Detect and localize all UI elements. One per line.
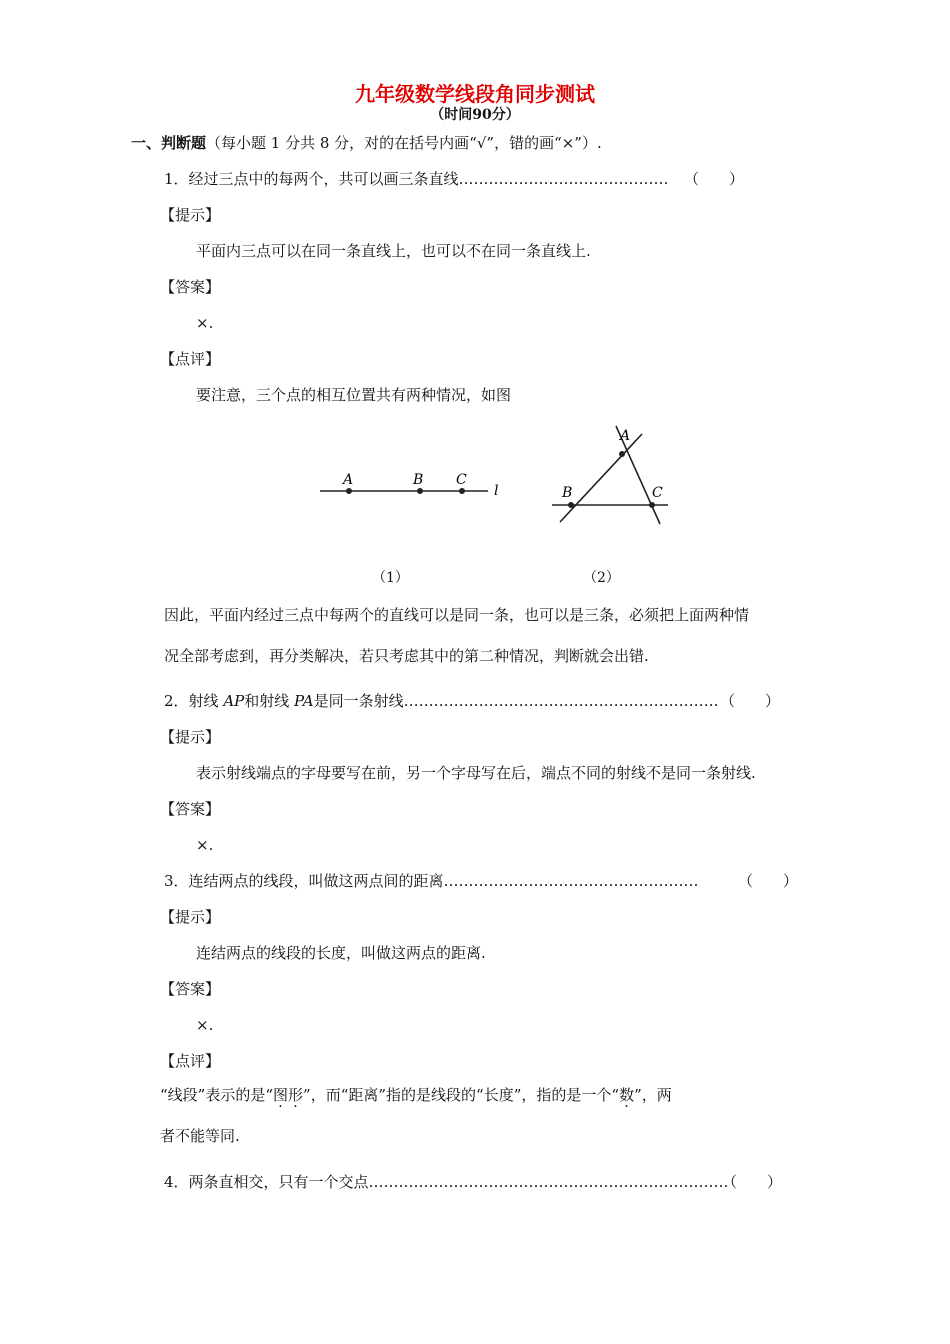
question-3-paren: （ ）	[738, 872, 799, 890]
figure-1-point-b	[417, 488, 423, 494]
q3-answer-text: ×.	[196, 1016, 214, 1034]
q3-comment-part-a: “线段”表示的是“	[160, 1086, 274, 1104]
question-3	[164, 871, 699, 891]
question-4	[164, 1172, 729, 1192]
q2-hint-text: 表示射线端点的字母要写在前，另一个字母写在后，端点不同的射线不是同一条射线.	[196, 764, 756, 782]
page-title: 九年级数学线段角同步测试	[355, 82, 595, 106]
q3-hint-label: 【提示】	[160, 908, 221, 926]
q1-conclusion-line-2: 况全部考虑到，再分类解决，若只考虑其中的第二种情况，判断就会出错.	[164, 647, 649, 665]
question-2-text-mid: 和射线	[244, 692, 295, 710]
ray-ap: AP	[223, 692, 245, 710]
section-label: 一、判断题	[131, 134, 207, 152]
figure-2-point-b	[568, 502, 574, 508]
figure-2-label-b: B	[562, 485, 573, 501]
figure-2-label-c: C	[652, 485, 663, 501]
question-1-text: 1．经过三点中的每两个，共可以画三条直线……………………………………	[164, 170, 669, 188]
q3-comment-part-b: ”，而“距离”指的是线段的“长度”，指的是一个“	[303, 1086, 620, 1104]
figure-1-label-l: l	[494, 483, 499, 499]
figure-2-caption: （2）	[583, 570, 620, 586]
q1-conclusion-line-1: 因此，平面内经过三点中每两个的直线可以是同一条，也可以是三条，必须把上面两种情	[164, 606, 750, 624]
q1-answer-text: ×.	[196, 314, 214, 332]
question-1	[164, 169, 669, 189]
q3-answer-label: 【答案】	[160, 980, 221, 998]
emphasis-xing: 形	[288, 1086, 304, 1104]
question-3-text: 3．连结两点的线段，叫做这两点间的距离……………………………………………	[164, 872, 699, 890]
question-2-text-pre: 2．射线	[164, 692, 224, 710]
q1-answer-label: 【答案】	[160, 278, 221, 296]
figure-1-caption: （1）	[372, 570, 409, 586]
q3-comment-label: 【点评】	[160, 1052, 221, 1070]
figure-2-point-a	[619, 451, 625, 457]
q1-hint-label: 【提示】	[160, 206, 221, 224]
question-2	[164, 691, 719, 711]
emphasis-shu: 数	[619, 1086, 635, 1104]
q1-comment-label: 【点评】	[160, 350, 221, 368]
q3-hint-text: 连结两点的线段的长度，叫做这两点的距离.	[196, 944, 486, 962]
ray-pa: PA	[294, 692, 314, 710]
section-description: （每小题 1 分共 8 分，对的在括号内画“√”，错的画“×”）.	[206, 134, 602, 152]
figure-2-point-c	[649, 502, 655, 508]
q1-comment-text: 要注意，三个点的相互位置共有两种情况，如图	[196, 386, 512, 404]
q3-comment-part-c: ”，两	[634, 1086, 672, 1104]
figure-1-label-b: B	[413, 472, 424, 488]
page-subtitle: （时间90分）	[430, 107, 520, 123]
figure-1-label-c: C	[456, 472, 467, 488]
figure-1-point-c	[459, 488, 465, 494]
figure-1-label-a: A	[343, 472, 354, 488]
figure-2-triangle-lines	[540, 420, 680, 535]
question-4-text: 4．两条直相交，只有一个交点………………………………………………………………	[164, 1173, 729, 1191]
q3-comment-line-1	[160, 1085, 672, 1105]
q2-answer-label: 【答案】	[160, 800, 221, 818]
emphasis-tu: 图	[273, 1086, 289, 1104]
q1-hint-text: 平面内三点可以在同一条直线上，也可以不在同一条直线上.	[196, 242, 591, 260]
figure-2-label-a: A	[620, 428, 631, 444]
q2-hint-label: 【提示】	[160, 728, 221, 746]
question-2-paren: （ ）	[720, 692, 781, 710]
section-heading	[131, 133, 602, 153]
q3-comment-line-2: 者不能等同.	[160, 1127, 240, 1145]
q2-answer-text: ×.	[196, 836, 214, 854]
figure-1-collinear-points	[310, 460, 510, 510]
figure-1-point-a	[346, 488, 352, 494]
question-4-paren: （ ）	[722, 1173, 783, 1191]
question-1-paren: （ ）	[684, 170, 745, 188]
figure-2-line-ab	[560, 434, 642, 522]
question-2-text-post: 是同一条射线………………………………………………………	[313, 692, 719, 710]
